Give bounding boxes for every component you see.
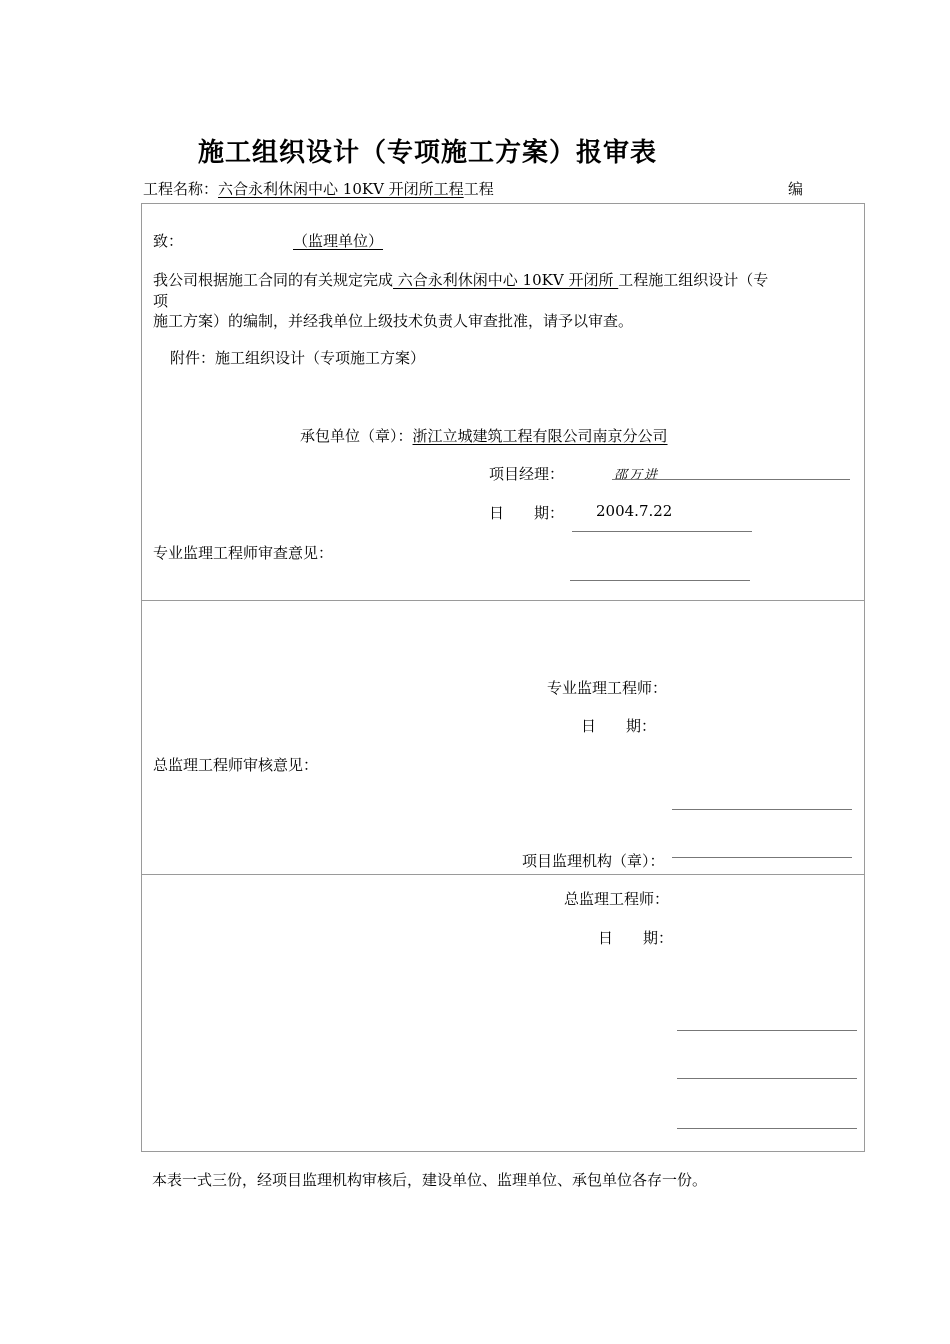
date-line-1 [572,531,752,532]
code-label: 编 [788,180,804,198]
contractor-label: 承包单位（章）： [300,427,413,445]
review-label: 专业监理工程师审查意见： [153,544,334,562]
chief-review-label: 总监理工程师审核意见： [153,756,319,774]
divider-2 [141,874,865,875]
contractor-value: 浙江立城建筑工程有限公司南京分公司 [412,427,668,445]
page-title: 施工组织设计（专项施工方案）报审表 [198,138,658,168]
chief-review-line [672,809,852,810]
project-name: 六合永利休闲中心 10KV 开闭所工程 [218,180,464,198]
supervisor-unit-field[interactable]: （监理单位） [293,232,384,250]
body-line-2: 项 [153,292,169,310]
manager-signature: 邵万进 [614,468,660,483]
body-line-3: 施工方案）的编制，并经我单位上级技术负责人审查批准，请予以审查。 [153,312,634,330]
chief-label: 总监理工程师： [564,890,670,908]
date-value-1: 2004.7.22 [596,502,673,520]
to-row [153,230,383,251]
body-prefix: 我公司根据施工合同的有关规定完成 [153,271,394,289]
contractor-row [300,425,668,446]
date-label-2: 日 期： [581,717,657,735]
date-label-3: 日 期： [598,929,674,947]
project-row [143,178,494,199]
body-project: 六合永利休闲中心 10KV 开闭所 [393,271,619,289]
manager-label: 项目经理： [489,465,565,483]
project-label: 工程名称： [143,180,219,198]
body-line-1 [153,269,768,290]
attachment-text: 附件：施工组织设计（专项施工方案） [170,349,426,367]
to-label: 致： [153,232,184,250]
org-label: 项目监理机构（章）： [522,852,665,870]
sign-line-1 [677,1030,857,1031]
sign-line-3 [677,1128,857,1129]
date-label-1: 日 期： [489,504,565,522]
project-name-suffix: 工程 [463,180,494,198]
manager-signature-line [612,479,850,480]
review-line [570,580,750,581]
footer-note: 本表一式三份，经项目监理机构审核后，建设单位、监理单位、承包单位各存一份。 [152,1171,708,1189]
sign-line-2 [677,1078,857,1079]
engineer-label: 专业监理工程师： [547,679,668,697]
form-table [141,203,865,1152]
body-suffix: 工程施工组织设计（专 [618,271,769,289]
divider-1 [141,600,865,601]
org-line [672,857,852,858]
